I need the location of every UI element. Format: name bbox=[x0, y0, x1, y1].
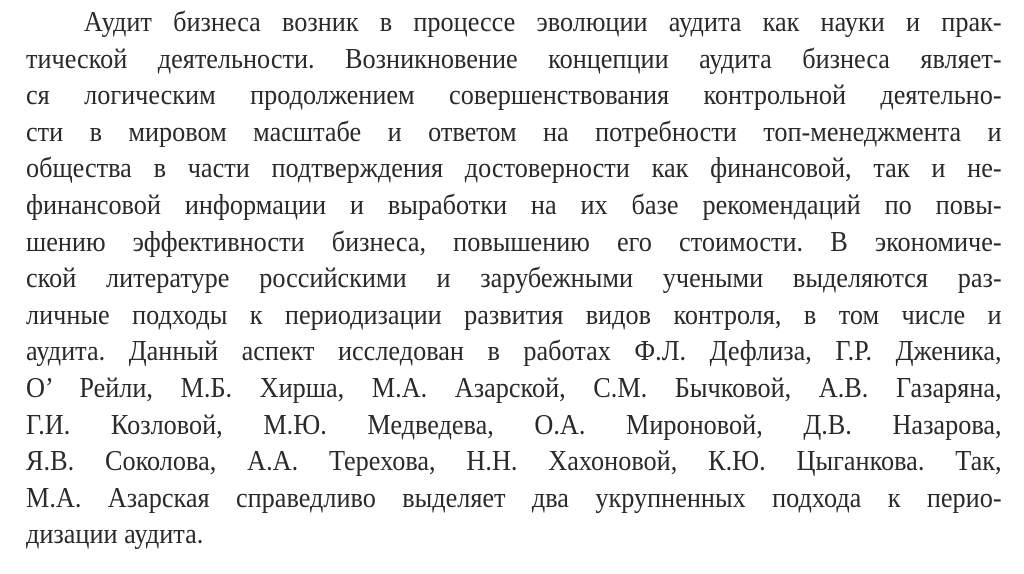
paragraph-line-14: М.А. Азарская справедливо выделяет два укрупненных подхода к перио- bbox=[26, 481, 1002, 514]
paragraph-line-15: дизации аудита. bbox=[26, 518, 204, 551]
paragraph-line-4: сти в мировом масштабе и ответом на потребности топ-менеджмента и bbox=[26, 115, 1002, 148]
paragraph-line-2: тической деятельности. Возникновение концепции аудита бизнеса являет- bbox=[26, 42, 1002, 75]
paragraph-line-13: Я.В. Соколова, А.А. Терехова, Н.Н. Хахоновой, К.Ю. Цыганкова. Так, bbox=[26, 445, 1002, 478]
paragraph-line-9: личные подходы к периодизации развития видов контроля, в том числе и bbox=[26, 298, 1002, 331]
paragraph bbox=[26, 4, 1002, 553]
paragraph-line-3: ся логическим продолжением совершенствования контрольной деятельно- bbox=[26, 79, 1002, 112]
paragraph-line-5: общества в части подтверждения достоверности как финансовой, так и не- bbox=[26, 152, 1002, 185]
paragraph-line-6: финансовой информации и выработки на их базе рекомендаций по повы- bbox=[26, 188, 1002, 221]
paragraph-line-10: аудита. Данный аспект исследован в работах Ф.Л. Дефлиза, Г.Р. Дженика, bbox=[26, 335, 1002, 368]
paragraph-line-11: О’ Рейли, М.Б. Хирша, М.А. Азарской, С.М. Бычковой, А.В. Газаряна, bbox=[26, 371, 1002, 404]
paragraph-line-7: шению эффективности бизнеса, повышению его стоимости. В экономиче- bbox=[26, 225, 1002, 258]
paragraph-line-8: ской литературе российскими и зарубежными учеными выделяются раз- bbox=[26, 262, 1002, 295]
paragraph-line-12: Г.И. Козловой, М.Ю. Медведева, О.А. Мироновой, Д.В. Назарова, bbox=[26, 408, 1002, 441]
paragraph-line-1: Аудит бизнеса возник в процессе эволюции аудита как науки и прак- bbox=[83, 6, 1002, 38]
